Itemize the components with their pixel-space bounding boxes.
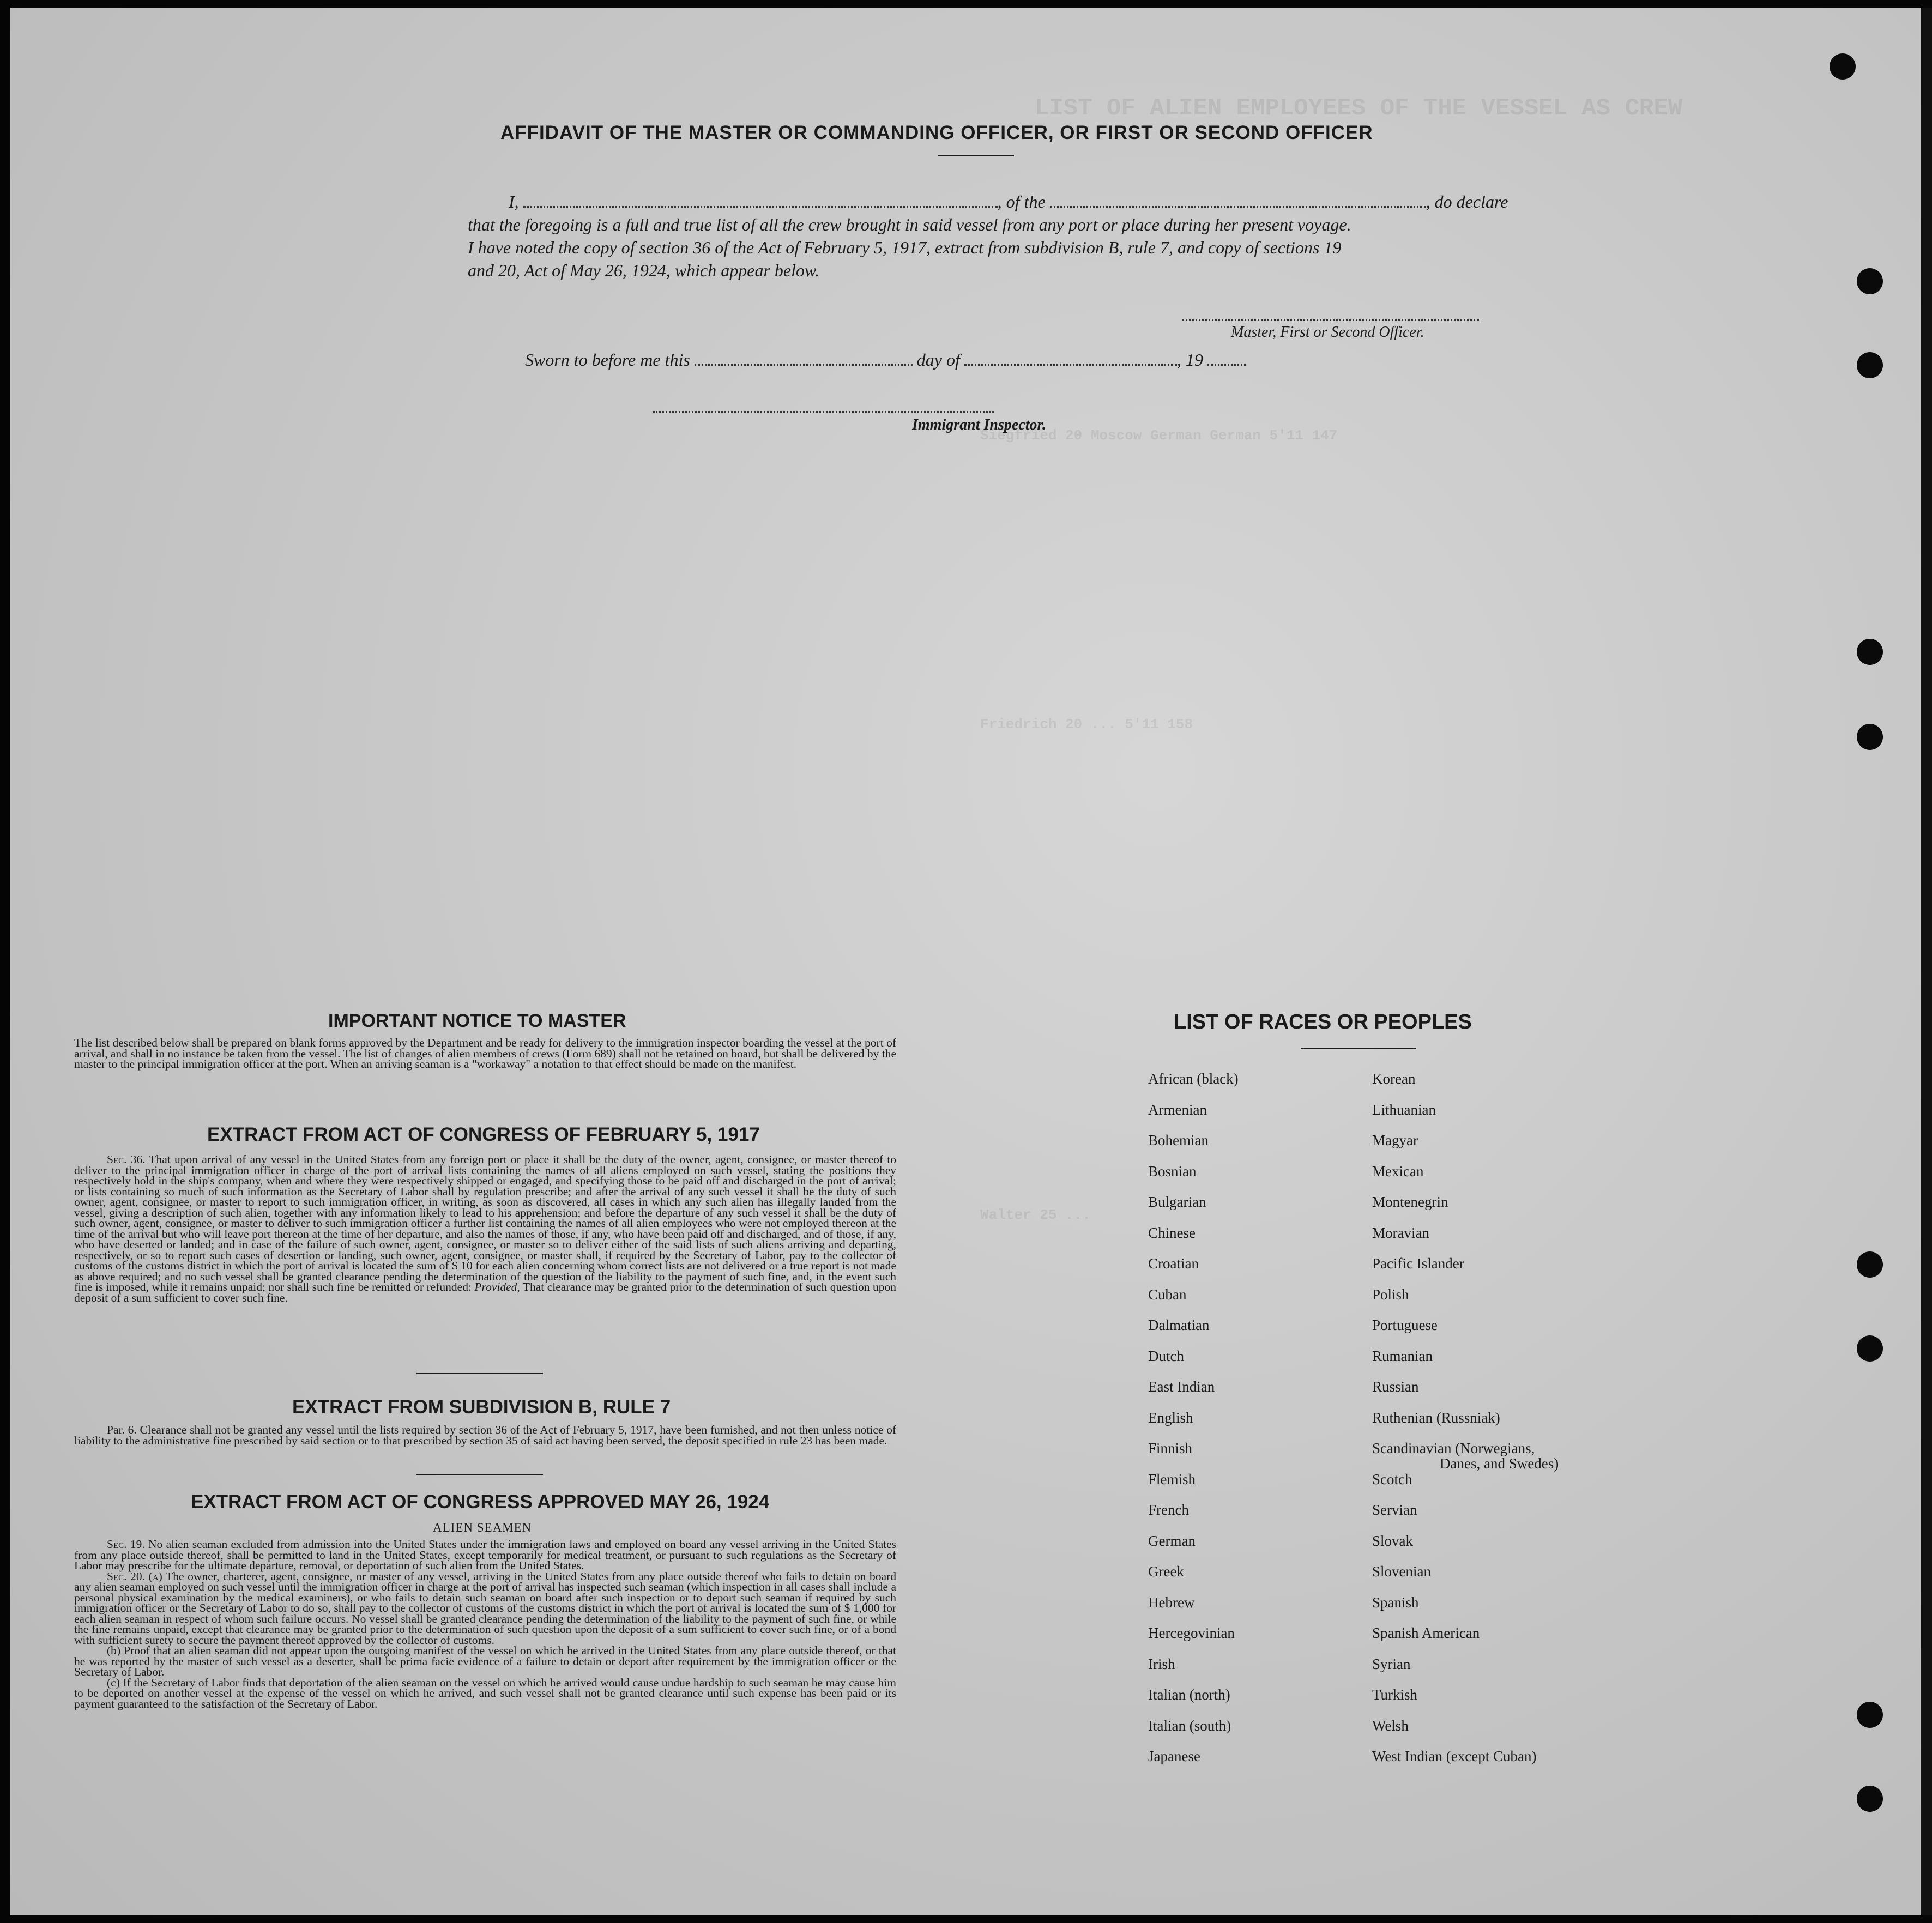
binder-hole-icon: [1830, 53, 1856, 80]
binder-hole-icon: [1857, 1702, 1883, 1728]
binder-hole-icon: [1857, 1335, 1883, 1362]
sec-20c-label: (c): [107, 1676, 120, 1689]
bleed-through-text: Walter 25 ...: [980, 1207, 1091, 1223]
race-item: Russian: [1372, 1378, 1419, 1395]
race-item: Cuban: [1148, 1286, 1187, 1303]
binder-hole-icon: [1857, 1251, 1883, 1278]
master-signature-line: [1182, 305, 1479, 320]
binder-hole-icon: [1857, 724, 1883, 750]
sworn-prefix: Sworn to before me this: [525, 350, 690, 370]
rule7-text: Par. 6. Clearance shall not be granted any vessel until the lists required by section 36 of the Act of February 5, 1917, have been furnished, and not then unless notice of liability to the administrative fine prescribed by said section or to that prescribed by section 35 of said act having been served, the deposit specified in rule 23 has been made.: [74, 1423, 896, 1447]
section-divider: [416, 1373, 543, 1374]
race-item: Dutch: [1148, 1347, 1184, 1364]
affidavit-line-1: [509, 192, 1508, 212]
title-divider: [938, 155, 1014, 156]
race-item: Bohemian: [1148, 1132, 1209, 1148]
sec-20b-paragraph: [74, 1646, 896, 1678]
sec-20a-body: The owner, charterer, agent, consignee, or master of any vessel, arriving in the United States from any place outside thereof who fails to detain on board any alien seaman employed on such vessel until the immigration officer in charge at the port of arrival has inspected such seaman (which inspection in all cases shall include a personal physical examination by the medical examiners), or who fails to detain such seaman on board after such inspection or to deport such seaman if required by such immigration officer or the Secretary of Labor to do so, shall pay to the collector of customs of the customs district in which the port of arrival is located the sum of $ 1,000 for each alien seaman in respect of whom such failure occurs. No vessel shall be granted clearance pending the determination of the liability to the payment of such fine, or while the fine remains unpaid, except that clearance may be granted prior to the determination of such question upon the deposit of a sum sufficient to cover such fine, or of a bond with sufficient surety to secure the payment thereof approved by the collector of customs.: [74, 1569, 897, 1647]
name-blank: [523, 192, 998, 208]
race-item: Montenegrin: [1372, 1194, 1448, 1210]
race-item: French: [1148, 1502, 1189, 1518]
race-item: Syrian: [1372, 1655, 1411, 1672]
race-item: Moravian: [1372, 1224, 1429, 1241]
extract-1917-title: EXTRACT FROM ACT OF CONGRESS OF FEBRUARY 5, 1917: [207, 1124, 760, 1145]
race-item: German: [1148, 1532, 1196, 1549]
race-item: Rumanian: [1372, 1347, 1433, 1364]
notice-text: The list described below shall be prepared on blank forms approved by the Department and be ready for delivery to the immigration inspector boarding the vessel at the port of arrival, and shall in no instance be taken from the vessel. The list of changes of alien members of crews (Form 689) shall not be retained on board, but shall be delivered by the master to the principal immigration officer at the port. When an arriving seaman is a "workaway" a notation to that effect should be made on the manifest.: [74, 1036, 896, 1071]
race-item: Ruthenian (Russniak): [1372, 1409, 1500, 1426]
sworn-line: [525, 350, 1246, 370]
race-item: Pacific Islander: [1372, 1255, 1464, 1272]
sec-20a-label: Sec. 20. (a): [107, 1569, 162, 1583]
race-item: English: [1148, 1409, 1193, 1426]
race-item: Turkish: [1372, 1686, 1418, 1703]
sworn-month-blank: [964, 350, 1177, 366]
races-divider: [1301, 1048, 1416, 1049]
extract-1924-text: [74, 1539, 896, 1709]
proviso-text: That clearance may be granted prior to the determination of such question upon deposit of a sum sufficient to cover such fine.: [74, 1280, 896, 1304]
bleed-through-text: Siegfried 20 Moscow German German 5'11 147: [980, 427, 1338, 444]
race-item: Slovenian: [1372, 1563, 1431, 1580]
inspector-signature-label: Immigrant Inspector.: [912, 416, 1046, 433]
sworn-day-of: day of: [916, 350, 960, 370]
affidavit-line-2: that the foregoing is a full and true list of all the crew brought in said vessel from any port or place during her present voyage.: [468, 215, 1351, 234]
inspector-signature-line: [653, 397, 994, 413]
race-item: Portuguese: [1372, 1317, 1438, 1333]
race-item: Bulgarian: [1148, 1194, 1206, 1210]
affidavit-declare: , do declare: [1426, 192, 1508, 211]
races-title: LIST OF RACES OR PEOPLES: [1174, 1011, 1472, 1033]
bleed-through-text: LIST OF ALIEN EMPLOYEES OF THE VESSEL AS CREW: [1035, 95, 1683, 122]
race-item: Bosnian: [1148, 1163, 1197, 1180]
sec-20c-body: If the Secretary of Labor finds that deportation of the alien seaman on the vessel on which he arrived would cause undue hardship to such seaman he may cause him to be deported on another vessel at the expense of the vessel on which he arrived, and such vessel shall not be granted clearance until such expense has been paid or its payment guaranteed to the satisfaction of the Secretary of Labor.: [74, 1676, 896, 1710]
race-item: African (black): [1148, 1071, 1239, 1087]
race-item: Chinese: [1148, 1224, 1196, 1241]
race-item: Scandinavian (Norwegians,: [1372, 1440, 1535, 1456]
race-item: Finnish: [1148, 1440, 1193, 1456]
binder-hole-icon: [1857, 1786, 1883, 1812]
race-item: Italian (south): [1148, 1717, 1231, 1734]
race-item: Italian (north): [1148, 1686, 1230, 1703]
vessel-blank: [1050, 192, 1426, 208]
race-item: Lithuanian: [1372, 1101, 1436, 1118]
sworn-year-blank: [1208, 350, 1246, 366]
race-item: Armenian: [1148, 1101, 1207, 1118]
sworn-year: , 19: [1176, 350, 1203, 370]
sec-20b-label: (b): [107, 1644, 121, 1657]
race-item: Dalmatian: [1148, 1317, 1210, 1333]
race-item: Irish: [1148, 1655, 1175, 1672]
rule7-title: EXTRACT FROM SUBDIVISION B, RULE 7: [292, 1396, 671, 1418]
sec-20c-paragraph: [74, 1678, 896, 1710]
race-item: East Indian: [1148, 1378, 1215, 1395]
race-item: Magyar: [1372, 1132, 1418, 1148]
binder-hole-icon: [1857, 352, 1883, 378]
affidavit-title: AFFIDAVIT OF THE MASTER OR COMMANDING OFFICER, OR FIRST OR SECOND OFFICER: [500, 122, 1373, 143]
sec-36-label: Sec. 36.: [107, 1153, 146, 1166]
race-item: Greek: [1148, 1563, 1184, 1580]
extract-1924-title: EXTRACT FROM ACT OF CONGRESS APPROVED MAY 26, 1924: [191, 1491, 770, 1513]
sec-20b-body: Proof that an alien seaman did not appear upon the outgoing manifest of the vessel on which he arrived in the United States from any place outside thereof, or that he was reported by the master of such vessel as a deserter, shall be prima facie evidence of a failure to detain or deport after requirement by the immigration officer or the Secretary of Labor.: [74, 1644, 897, 1678]
affidavit-i: I,: [509, 192, 519, 211]
master-signature-label: Master, First or Second Officer.: [1231, 324, 1424, 341]
sec-19-body: No alien seaman excluded from admission into the United States under the immigration laws and employed on board any vessel arriving in the United States from any place outside thereof, shall be permitted to land in the United States, except temporarily for medical treatment, or pursuant to such regulations as the Secretary of Labor may prescribe for the ultimate departure, removal, or deportation of such alien from the United States.: [74, 1538, 897, 1572]
race-item: Hebrew: [1148, 1594, 1195, 1611]
affidavit-of-the: , of the: [997, 192, 1046, 211]
race-item: Flemish: [1148, 1471, 1196, 1487]
race-item: Spanish: [1372, 1594, 1419, 1611]
race-item: Hercegovinian: [1148, 1625, 1235, 1641]
binder-hole-icon: [1857, 268, 1883, 294]
affidavit-line-3: I have noted the copy of section 36 of the Act of February 5, 1917, extract from subdivision B, rule 7, and copy of sections 19: [468, 238, 1342, 257]
sworn-day-blank: [695, 350, 913, 366]
affidavit-line-4: and 20, Act of May 26, 1924, which appear below.: [468, 261, 819, 280]
alien-seamen-subtitle: ALIEN SEAMEN: [433, 1521, 532, 1534]
race-item: Slovak: [1372, 1532, 1414, 1549]
race-item: Servian: [1372, 1502, 1417, 1518]
race-item: Welsh: [1372, 1717, 1409, 1734]
section-divider: [416, 1474, 543, 1475]
binder-hole-icon: [1857, 639, 1883, 665]
race-item: Japanese: [1148, 1748, 1200, 1764]
document-page: [10, 8, 1932, 1915]
race-item: Polish: [1372, 1286, 1409, 1303]
race-item: Mexican: [1372, 1163, 1424, 1180]
race-item-continuation: Danes, and Swedes): [1440, 1455, 1559, 1472]
sec-19-label: Sec. 19.: [107, 1538, 145, 1551]
race-item: Spanish American: [1372, 1625, 1480, 1641]
race-item: Korean: [1372, 1071, 1416, 1087]
sec-36-body: That upon arrival of any vessel in the United States from any foreign port or place it shall be the duty of the owner, agent, consignee, or master thereof to deliver to the principal immigration officer in charge of the port of arrival lists containing the names of all aliens employed on such vessel, stating the positions they respectively hold in the ship's company, when and where they were respectively shipped or engaged, and specifying those to be paid off and discharged in the port of arrival; or lists containing so much of such information as the Secretary of Labor shall by regulation prescribe; and after the arrival of any such vessel it shall be the duty of such owner, agent, consignee, or master to report to such immigration officer, in writing, as soon as discovered, all cases in which any such alien has illegally landed from the vessel, giving a description of such alien, together with any information likely to lead to his apprehension; and before the departure of any such vessel it shall be the duty of such owner, agent, consignee, or master to deliver to such immigration officer a further list containing the names of all alien employees who were not employed thereon at the time of the arrival but who will leave port thereon at the time of her departure, and also the names of those, if any, who have been paid off and discharged, and of those, if any, who have deserted or landed; and in case of the failure of such owner, agent, consignee, or master so to deliver either of the said lists of such aliens arriving and departing, respectively, or so to report such cases of desertion or landing, such owner, agent, consignee, or master shall, if required by the Secretary of Labor, pay to the collector of customs of the customs district in which the port of arrival is located the sum of $ 10 for each alien concerning whom correct lists are not delivered or a true report is not made as above required; and no such vessel shall be granted clearance pending the determination of the question of the liability to the payment of such fine, and, in the event such fine is imposed, while it remains unpaid; nor shall such fine be remitted or refunded:: [74, 1153, 896, 1293]
notice-title: IMPORTANT NOTICE TO MASTER: [328, 1011, 626, 1031]
proviso-word: Provided,: [474, 1280, 520, 1293]
sec-19-paragraph: [74, 1539, 896, 1571]
bleed-through-text: Friedrich 20 ... 5'11 158: [980, 716, 1193, 733]
race-item: West Indian (except Cuban): [1372, 1748, 1537, 1764]
extract-1917-text: [74, 1154, 896, 1303]
race-item: Croatian: [1148, 1255, 1199, 1272]
sec-20a-paragraph: [74, 1571, 896, 1646]
race-item: Scotch: [1372, 1471, 1412, 1487]
